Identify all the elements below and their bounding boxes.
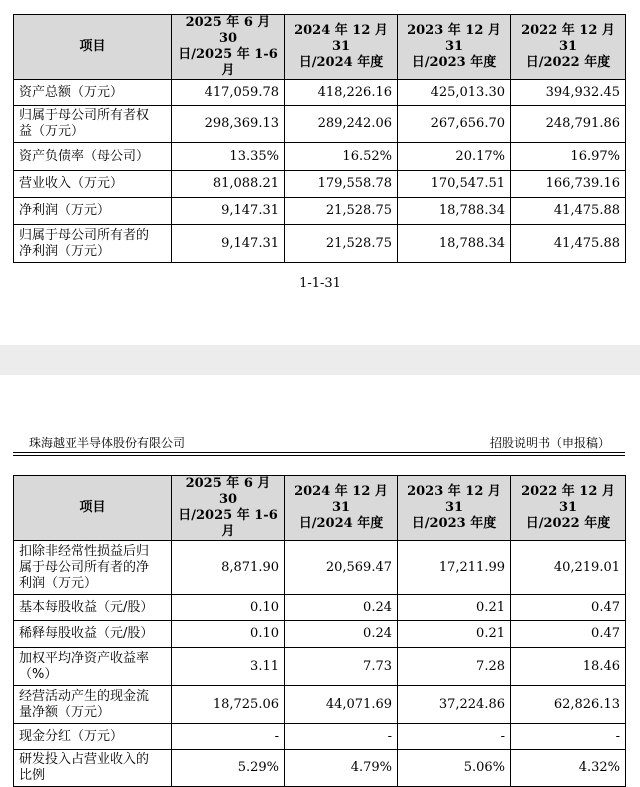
cell-value: 18,725.06 bbox=[172, 686, 285, 724]
table-row bbox=[14, 225, 626, 263]
cell-value: 21,528.75 bbox=[285, 225, 398, 263]
table-row bbox=[14, 171, 626, 198]
cell-value: 179,558.78 bbox=[285, 171, 398, 198]
cell-value: 9,147.31 bbox=[172, 198, 285, 225]
cell-value: 4.32% bbox=[511, 750, 626, 787]
cell-value: 5.29% bbox=[172, 750, 285, 787]
row-label: 营业收入（万元） bbox=[14, 171, 172, 198]
header-2024: 2024 年 12 月 31 日/2024 年度 bbox=[285, 476, 398, 541]
row-label: 稀释每股收益（元/股） bbox=[14, 621, 172, 648]
table-row bbox=[14, 648, 626, 686]
cell-value: 20,569.47 bbox=[285, 541, 398, 595]
page-number: 1-1-31 bbox=[299, 276, 341, 291]
cell-value: 16.97% bbox=[511, 143, 626, 171]
cell-value: 0.10 bbox=[172, 621, 285, 648]
cell-value: 248,791.86 bbox=[511, 106, 626, 143]
financial-table-2 bbox=[13, 475, 626, 787]
row-label: 资产负债率（母公司） bbox=[14, 143, 172, 171]
cell-value: - bbox=[172, 724, 285, 750]
row-label: 经营活动产生的现金流 量净额（万元） bbox=[14, 686, 172, 724]
cell-value: 41,475.88 bbox=[511, 198, 626, 225]
table-header-row bbox=[14, 476, 626, 541]
cell-value: 0.47 bbox=[511, 621, 626, 648]
table-row bbox=[14, 621, 626, 648]
row-label: 现金分红（万元） bbox=[14, 724, 172, 750]
cell-value: 0.10 bbox=[172, 595, 285, 621]
table-row bbox=[14, 750, 626, 787]
cell-value: 41,475.88 bbox=[511, 225, 626, 263]
header-2024: 2024 年 12 月 31 日/2024 年度 bbox=[285, 15, 398, 80]
cell-value: 16.52% bbox=[285, 143, 398, 171]
header-2022: 2022 年 12 月 31 日/2022 年度 bbox=[511, 476, 626, 541]
cell-value: 417,059.78 bbox=[172, 80, 285, 106]
table-row bbox=[14, 80, 626, 106]
row-label: 归属于母公司所有者权 益（万元） bbox=[14, 106, 172, 143]
row-label: 归属于母公司所有者的 净利润（万元） bbox=[14, 225, 172, 263]
cell-value: 4.79% bbox=[285, 750, 398, 787]
cell-value: 17,211.99 bbox=[398, 541, 511, 595]
cell-value: 0.21 bbox=[398, 595, 511, 621]
cell-value: - bbox=[285, 724, 398, 750]
page-gap bbox=[0, 345, 640, 375]
cell-value: 289,242.06 bbox=[285, 106, 398, 143]
cell-value: 7.73 bbox=[285, 648, 398, 686]
header-rule bbox=[13, 452, 625, 453]
cell-value: - bbox=[511, 724, 626, 750]
row-label: 净利润（万元） bbox=[14, 198, 172, 225]
cell-value: 267,656.70 bbox=[398, 106, 511, 143]
cell-value: 418,226.16 bbox=[285, 80, 398, 106]
header-2023: 2023 年 12 月 31 日/2023 年度 bbox=[398, 476, 511, 541]
cell-value: 8,871.90 bbox=[172, 541, 285, 595]
cell-value: 425,013.30 bbox=[398, 80, 511, 106]
row-label: 资产总额（万元） bbox=[14, 80, 172, 106]
cell-value: 13.35% bbox=[172, 143, 285, 171]
row-label: 加权平均净资产收益率 （%） bbox=[14, 648, 172, 686]
cell-value: 18,788.34 bbox=[398, 225, 511, 263]
cell-value: 9,147.31 bbox=[172, 225, 285, 263]
table-row bbox=[14, 595, 626, 621]
header-2022: 2022 年 12 月 31 日/2022 年度 bbox=[511, 15, 626, 80]
cell-value: 394,932.45 bbox=[511, 80, 626, 106]
document-type: 招股说明书（申报稿） bbox=[489, 436, 610, 450]
company-name: 珠海越亚半导体股份有限公司 bbox=[29, 436, 186, 450]
table-row bbox=[14, 143, 626, 171]
financial-table-1 bbox=[13, 14, 626, 263]
cell-value: 7.28 bbox=[398, 648, 511, 686]
cell-value: 37,224.86 bbox=[398, 686, 511, 724]
cell-value: 298,369.13 bbox=[172, 106, 285, 143]
cell-value: 21,528.75 bbox=[285, 198, 398, 225]
cell-value: 170,547.51 bbox=[398, 171, 511, 198]
cell-value: 20.17% bbox=[398, 143, 511, 171]
cell-value: 0.24 bbox=[285, 595, 398, 621]
row-label: 扣除非经常性损益后归 属于母公司所有者的净 利润（万元） bbox=[14, 541, 172, 595]
table-row bbox=[14, 198, 626, 225]
cell-value: - bbox=[398, 724, 511, 750]
cell-value: 0.21 bbox=[398, 621, 511, 648]
header-item: 项目 bbox=[14, 15, 172, 80]
table-row bbox=[14, 686, 626, 724]
header-rule bbox=[13, 455, 625, 456]
table-row bbox=[14, 724, 626, 750]
header-2023: 2023 年 12 月 31 日/2023 年度 bbox=[398, 15, 511, 80]
cell-value: 62,826.13 bbox=[511, 686, 626, 724]
row-label: 基本每股收益（元/股） bbox=[14, 595, 172, 621]
cell-value: 44,071.69 bbox=[285, 686, 398, 724]
cell-value: 18.46 bbox=[511, 648, 626, 686]
cell-value: 3.11 bbox=[172, 648, 285, 686]
row-label: 研发投入占营业收入的 比例 bbox=[14, 750, 172, 787]
cell-value: 81,088.21 bbox=[172, 171, 285, 198]
header-2025h1: 2025 年 6 月 30 日/2025 年 1-6 月 bbox=[172, 15, 285, 80]
cell-value: 5.06% bbox=[398, 750, 511, 787]
table-header-row bbox=[14, 15, 626, 80]
cell-value: 0.24 bbox=[285, 621, 398, 648]
header-2025h1: 2025 年 6 月 30 日/2025 年 1-6 月 bbox=[172, 476, 285, 541]
cell-value: 18,788.34 bbox=[398, 198, 511, 225]
cell-value: 166,739.16 bbox=[511, 171, 626, 198]
cell-value: 0.47 bbox=[511, 595, 626, 621]
table-row bbox=[14, 541, 626, 595]
header-item: 项目 bbox=[14, 476, 172, 541]
table-row bbox=[14, 106, 626, 143]
cell-value: 40,219.01 bbox=[511, 541, 626, 595]
